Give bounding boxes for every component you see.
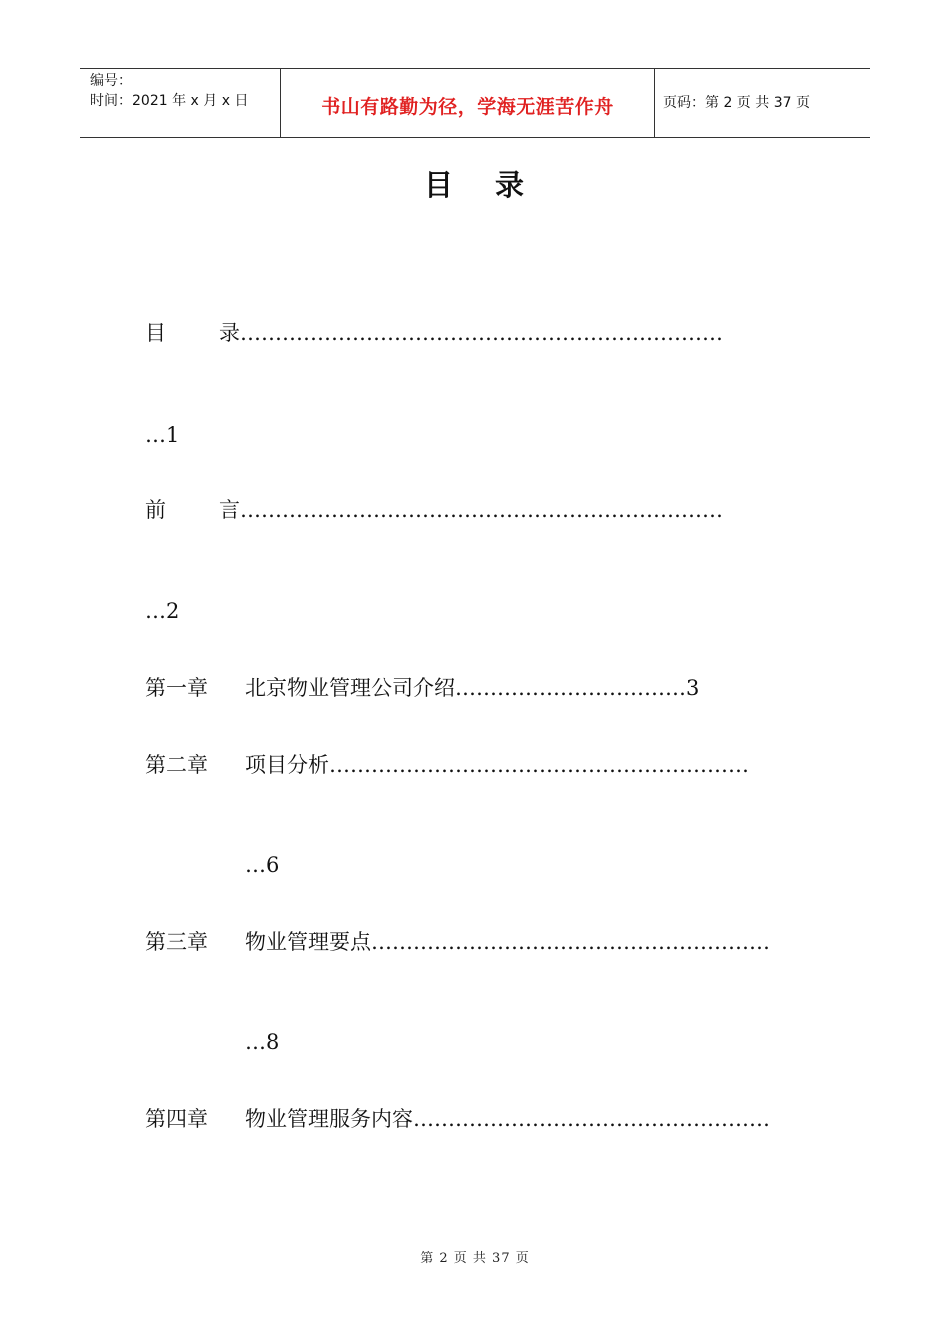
toc-entry-chapter-2[interactable]: [145, 752, 749, 778]
toc-entry-chapter-1[interactable]: [145, 675, 699, 701]
toc-chapter-label: 第一章: [145, 676, 208, 700]
page-info: 页码：第 2 页 共 37 页: [663, 95, 810, 111]
title-char-2: 录: [495, 168, 527, 202]
toc-dots: ……………………………………………………………: [240, 321, 723, 345]
toc-dots: ……………………………………………: [413, 1107, 770, 1131]
toc-chapter-label: 第三章: [145, 930, 208, 954]
header-meta-cell: [80, 69, 280, 137]
toc-dots: ……………………………………………………: [329, 753, 749, 777]
toc-label-char-2: 录: [219, 321, 240, 345]
number-label: 编号：: [90, 73, 132, 89]
toc-chapter-title: 北京物业管理公司介绍: [245, 676, 455, 700]
toc-chapter-title: 物业管理服务内容: [245, 1107, 413, 1131]
toc-entry-preface[interactable]: [145, 497, 723, 523]
toc-page-number: …8: [245, 1030, 280, 1054]
page-footer: 第 2 页 共 37 页: [420, 1251, 530, 1266]
time-label: 时间：2021 年 x 月 x 日: [90, 93, 249, 109]
header-page-cell: [654, 69, 870, 137]
document-header: [80, 68, 870, 138]
toc-page-number: …6: [245, 853, 280, 877]
toc-chapter-label: 第四章: [145, 1107, 208, 1131]
title-char-1: 目: [423, 168, 455, 202]
toc-page-number: …1: [145, 423, 180, 447]
toc-dots: …………………………………………………: [371, 930, 770, 954]
toc-chapter-title: 项目分析: [245, 753, 329, 777]
toc-label-char-1: 目: [145, 321, 166, 345]
toc-dots: ……………………………3: [455, 676, 700, 700]
toc-chapter-title: 物业管理要点: [245, 930, 371, 954]
header-motto-cell: [280, 69, 655, 137]
toc-label-char-2: 言: [219, 498, 240, 522]
toc-chapter-label: 第二章: [145, 753, 208, 777]
toc-entry-chapter-3[interactable]: [145, 929, 770, 955]
motto-text: 书山有路勤为径，学海无涯苦作舟: [321, 96, 614, 118]
toc-entry-chapter-4[interactable]: [145, 1106, 770, 1132]
toc-page-number: …2: [145, 599, 180, 623]
toc-dots: ……………………………………………………………: [240, 498, 723, 522]
toc-entry-contents[interactable]: [145, 320, 723, 346]
page-title: [0, 163, 950, 204]
toc-label-char-1: 前: [145, 498, 166, 522]
